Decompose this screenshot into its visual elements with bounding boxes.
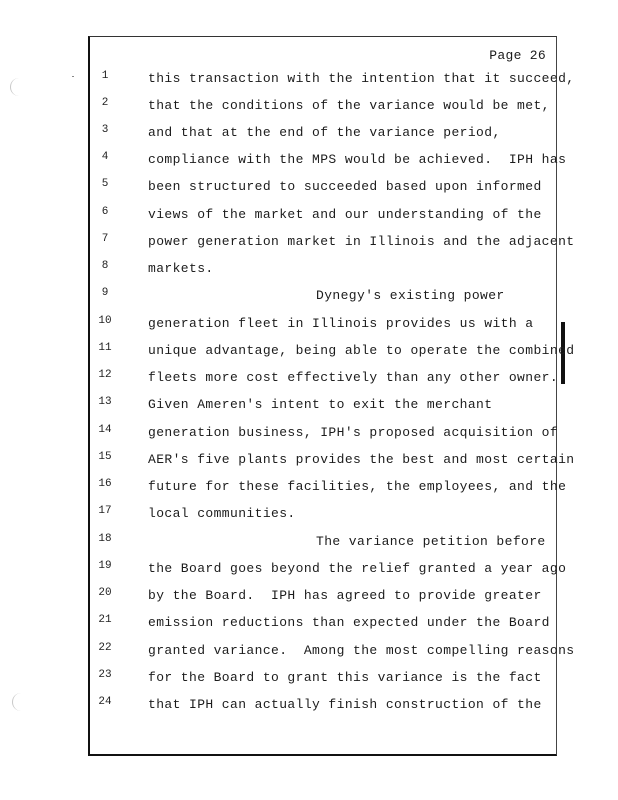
line-number: 11 (98, 342, 112, 354)
punch-hole-bottom (12, 693, 23, 711)
transcript-line: for the Board to grant this variance is the fact (148, 670, 542, 685)
line-number: 9 (101, 287, 109, 299)
transcript-line: future for these facilities, the employees, and the (148, 479, 567, 494)
line-number: 17 (98, 505, 112, 517)
punch-hole-top (10, 78, 21, 96)
transcript-line: generation business, IPH's proposed acquisition of (148, 425, 559, 440)
page-number: Page 26 (489, 48, 546, 63)
transcript-line: The variance petition before (316, 534, 546, 549)
transcript-line: Given Ameren's intent to exit the merchant (148, 397, 493, 412)
line-number: 5 (101, 178, 109, 190)
line-number: 21 (98, 614, 112, 626)
line-number: 20 (98, 587, 112, 599)
transcript-line: been structured to succeeded based upon informed (148, 179, 542, 194)
line-number: 16 (98, 478, 112, 490)
line-number: 14 (98, 424, 112, 436)
scan-speck (72, 76, 74, 77)
transcript-line: this transaction with the intention that it succeed, (148, 71, 575, 86)
transcript-line: the Board goes beyond the relief granted a year ago (148, 561, 567, 576)
transcript-line: granted variance. Among the most compelling reasons (148, 643, 575, 658)
line-number: 3 (101, 124, 109, 136)
line-number: 19 (98, 560, 112, 572)
transcript-line: emission reductions than expected under the Board (148, 615, 550, 630)
line-number: 22 (98, 642, 112, 654)
transcript-line: markets. (148, 261, 214, 276)
line-number: 6 (101, 206, 109, 218)
transcript-line: AER's five plants provides the best and most certain (148, 452, 575, 467)
transcript-line: by the Board. IPH has agreed to provide greater (148, 588, 542, 603)
transcript-line: power generation market in Illinois and the adjacent (148, 234, 575, 249)
line-number: 15 (98, 451, 112, 463)
transcript-line: views of the market and our understanding of the (148, 207, 542, 222)
line-number: 10 (98, 315, 112, 327)
line-number: 24 (98, 696, 112, 708)
line-number: 2 (101, 97, 109, 109)
transcript-line: unique advantage, being able to operate the combined (148, 343, 575, 358)
transcript-line: Dynegy's existing power (316, 288, 505, 303)
line-number: 18 (98, 533, 112, 545)
line-number: 8 (101, 260, 109, 272)
transcript-line: generation fleet in Illinois provides us with a (148, 316, 534, 331)
transcript-line: that IPH can actually finish construction of the (148, 697, 542, 712)
transcript-line: compliance with the MPS would be achieved. IPH has (148, 152, 567, 167)
transcript-line: that the conditions of the variance would be met, (148, 98, 550, 113)
line-number: 4 (101, 151, 109, 163)
transcript-line: and that at the end of the variance period, (148, 125, 501, 140)
transcript-line: fleets more cost effectively than any other owner. (148, 370, 559, 385)
line-number: 23 (98, 669, 112, 681)
transcript-line: local communities. (148, 506, 296, 521)
line-number: 1 (101, 70, 109, 82)
line-number: 7 (101, 233, 109, 245)
line-number: 13 (98, 396, 112, 408)
line-number: 12 (98, 369, 112, 381)
